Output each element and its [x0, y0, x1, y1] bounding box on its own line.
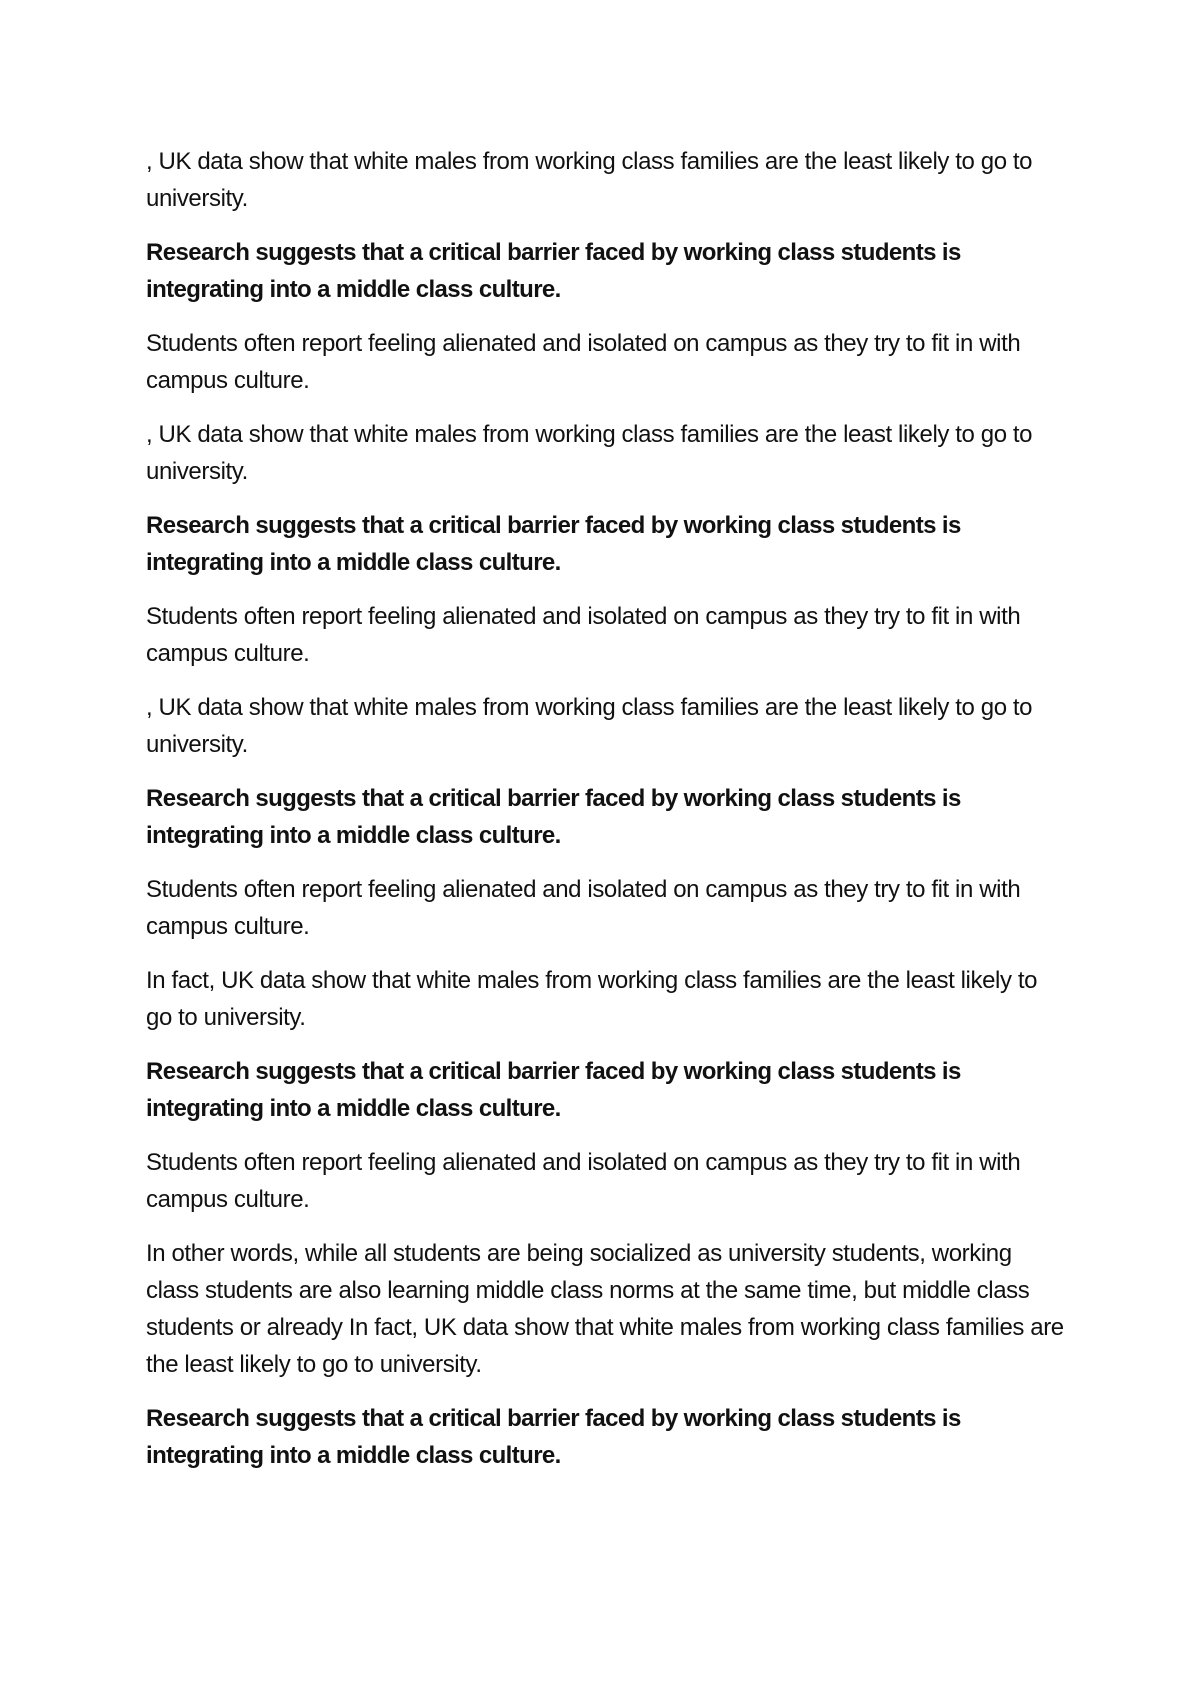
- paragraph-13: In other words, while all students are being socialized as university students, working class students are also learning middle class norms at the same time, but middle class students or already In fact, UK data show that white males from working class families are the least likely to go to university.: [146, 1240, 1064, 1378]
- paragraph-4: , UK data show that white males from working class families are the least likely to go to university.: [146, 421, 1033, 485]
- paragraph-8: Research suggests that a critical barrier faced by working class students is integrating into a middle class culture.: [146, 785, 961, 849]
- paragraph-9: Students often report feeling alienated and isolated on campus as they try to fit in with campus culture.: [146, 876, 1021, 940]
- paragraph-11: Research suggests that a critical barrier faced by working class students is integrating into a middle class culture.: [146, 1058, 961, 1122]
- paragraph-12: Students often report feeling alienated and isolated on campus as they try to fit in with campus culture.: [146, 1149, 1021, 1213]
- paragraph-3: Students often report feeling alienated and isolated on campus as they try to fit in with campus culture.: [146, 330, 1021, 394]
- paragraph-7: , UK data show that white males from working class families are the least likely to go to university.: [146, 694, 1033, 758]
- paragraph-6: Students often report feeling alienated and isolated on campus as they try to fit in with campus culture.: [146, 603, 1021, 667]
- paragraph-1: , UK data show that white males from working class families are the least likely to go to university.: [146, 148, 1033, 212]
- paragraph-14: Research suggests that a critical barrier faced by working class students is integrating into a middle class culture.: [146, 1405, 961, 1469]
- document-body: [146, 143, 1066, 1491]
- paragraph-5: Research suggests that a critical barrier faced by working class students is integrating into a middle class culture.: [146, 512, 961, 576]
- paragraph-2: Research suggests that a critical barrier faced by working class students is integrating into a middle class culture.: [146, 239, 961, 303]
- paragraph-10: In fact, UK data show that white males from working class families are the least likely to go to university.: [146, 967, 1038, 1031]
